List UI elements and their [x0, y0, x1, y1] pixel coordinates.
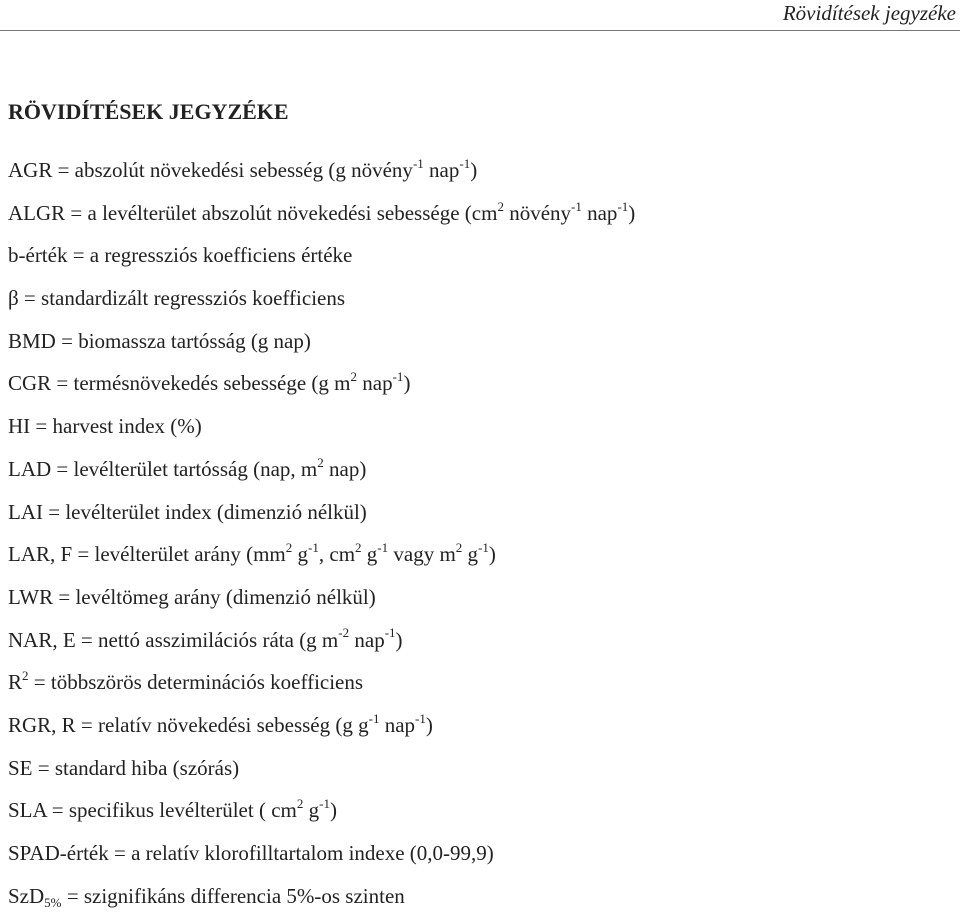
- superscript: -1: [384, 625, 396, 641]
- entry-text: növény: [503, 200, 572, 225]
- entry-text: LAR, F = levélterület arány (mm: [8, 542, 286, 567]
- entry-text: LAI = levélterület index (dimenzió nélkül): [8, 499, 367, 524]
- entry-text: ): [403, 371, 411, 396]
- superscript: -1: [319, 796, 330, 812]
- entry-text: g: [361, 542, 378, 567]
- superscript: 2: [350, 369, 358, 385]
- entry-text: SE = standard hiba (szórás): [8, 755, 240, 780]
- entry-text: R: [8, 670, 23, 695]
- superscript: -1: [377, 540, 389, 556]
- abbreviation-entry: [8, 582, 635, 625]
- superscript: -1: [415, 710, 426, 726]
- entry-text: LWR = levéltömeg arány (dimenzió nélkül): [8, 584, 376, 609]
- abbreviation-entry: [8, 881, 635, 923]
- entry-text: SPAD-érték = a relatív klorofilltartalom indexe (0,0-99,9): [8, 841, 494, 865]
- superscript: -1: [478, 540, 489, 556]
- abbreviation-entry: [8, 753, 635, 796]
- superscript: -1: [412, 155, 424, 171]
- abbreviation-entry: [8, 795, 635, 838]
- entry-text: g: [462, 542, 479, 567]
- entry-text: RGR, R = relatív növekedési sebesség (g g: [8, 712, 369, 737]
- entry-text: SLA = specifikus levélterület ( cm: [8, 798, 297, 823]
- abbreviation-entry: [8, 625, 635, 668]
- superscript: -2: [338, 625, 350, 641]
- entry-text: AGR = abszolút növekedési sebesség (g növény: [8, 158, 413, 182]
- page-title: RÖVIDÍTÉSEK JEGYZÉKE: [8, 99, 289, 124]
- entry-text: nap: [357, 371, 393, 396]
- abbreviation-entry: [8, 667, 635, 710]
- entry-text: ): [470, 158, 478, 182]
- superscript: 2: [296, 796, 304, 812]
- superscript: -1: [617, 198, 629, 214]
- entry-text: nap: [581, 200, 618, 225]
- entry-text: LAD = levélterület tartósság (nap, m: [8, 456, 318, 481]
- abbreviation-entry: [8, 240, 635, 283]
- superscript: -1: [308, 540, 319, 556]
- entry-text: nap: [379, 712, 416, 737]
- entry-text: SzD: [8, 883, 45, 908]
- entry-text: = többszörös determinációs koefficiens: [28, 670, 364, 695]
- superscript: -1: [392, 369, 404, 385]
- entry-text: nap: [349, 627, 385, 652]
- entry-text: , cm: [318, 542, 356, 567]
- entry-text: ): [395, 627, 403, 652]
- abbreviation-list: [8, 155, 635, 923]
- abbreviation-entry: [8, 326, 635, 369]
- entry-text: nap: [423, 158, 460, 182]
- entry-text: g: [292, 542, 309, 567]
- entry-text: β = standardizált regressziós koefficiens: [8, 286, 346, 311]
- entry-text: g: [303, 798, 320, 823]
- entry-text: CGR = termésnövekedés sebessége (g m: [8, 371, 351, 396]
- abbreviation-entry: [8, 497, 635, 540]
- abbreviation-entry: [8, 539, 635, 582]
- superscript: 2: [22, 668, 29, 684]
- entry-text: ): [628, 200, 636, 225]
- superscript: 2: [455, 540, 463, 556]
- entry-text: vagy m: [388, 542, 456, 567]
- abbreviation-entry: [8, 710, 635, 753]
- superscript: 2: [285, 540, 293, 556]
- abbreviation-entry: [8, 368, 635, 411]
- entry-text: ): [329, 798, 337, 823]
- page-header: [0, 0, 960, 31]
- entry-text: NAR, E = nettó asszimilációs ráta (g m: [8, 627, 339, 652]
- abbreviation-entry: [8, 155, 635, 198]
- entry-text: ): [488, 542, 496, 567]
- entry-text: BMD = biomassza tartósság (g nap): [8, 328, 311, 353]
- abbreviation-entry: [8, 283, 635, 326]
- abbreviation-entry: [8, 411, 635, 454]
- superscript: 2: [317, 454, 324, 470]
- entry-text: HI = harvest index (%): [8, 414, 202, 439]
- subscript: 5%: [44, 895, 62, 911]
- abbreviation-entry: [8, 198, 635, 241]
- superscript: -1: [459, 155, 471, 171]
- entry-text: ): [425, 712, 433, 737]
- entry-text: ALGR = a levélterület abszolút növekedési sebessége (cm: [8, 200, 498, 225]
- entry-text: nap): [323, 456, 367, 481]
- superscript: -1: [368, 710, 380, 726]
- abbreviation-entry: [8, 454, 635, 497]
- superscript: 2: [497, 198, 504, 214]
- entry-text: b-érték = a regressziós koefficiens értéke: [8, 243, 353, 268]
- running-title: Rövidítések jegyzéke: [782, 1, 956, 25]
- entry-text: = szignifikáns differencia 5%-os szinten: [61, 883, 405, 908]
- superscript: 2: [355, 540, 362, 556]
- abbreviation-entry: [8, 838, 635, 881]
- superscript: -1: [571, 198, 582, 214]
